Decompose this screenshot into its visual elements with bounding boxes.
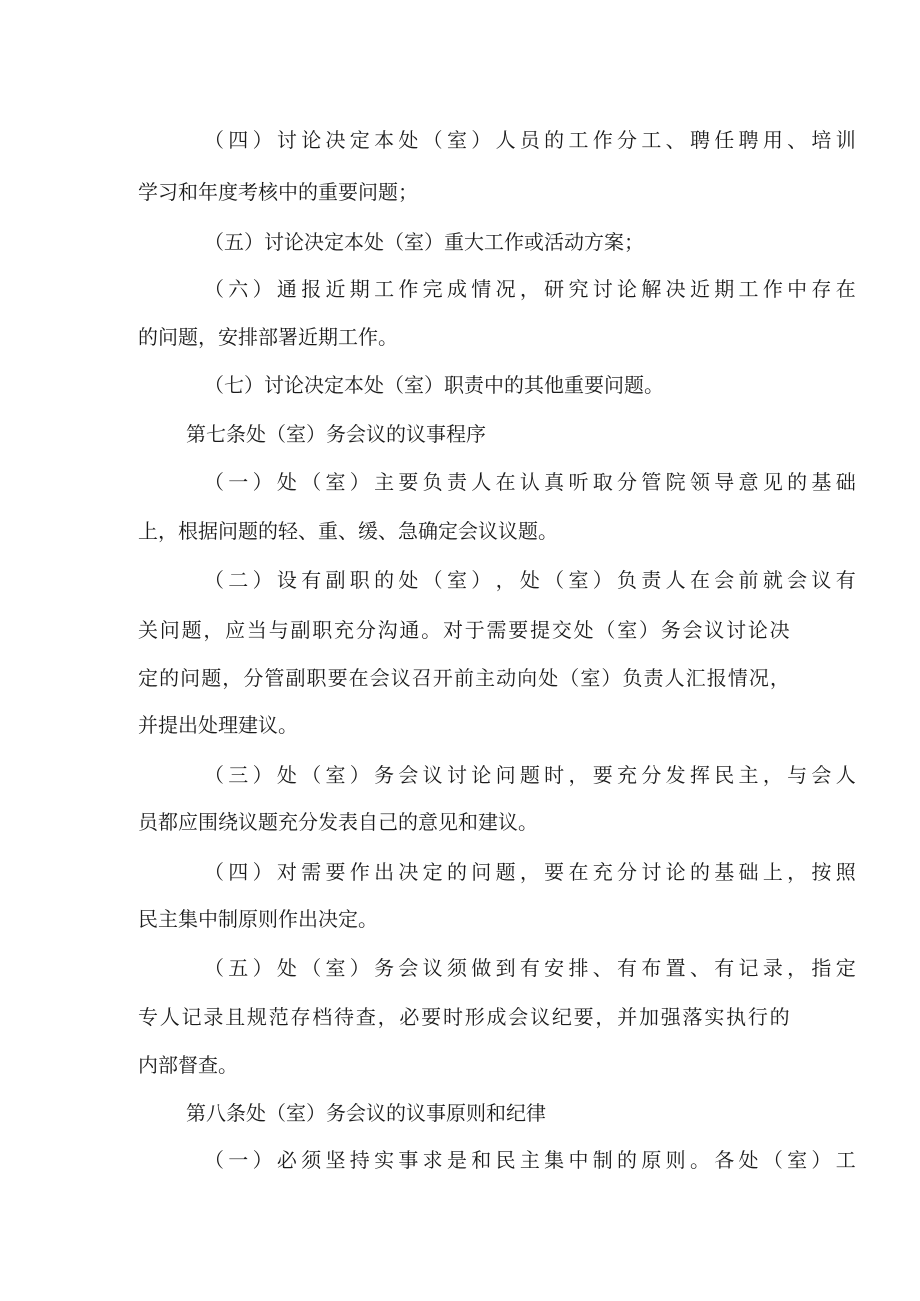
text-line: （ 四 ） 讨 论 决 定 本 处 （ 室 ） 人 员 的 工 作 分 工 、 聘 任 聘 用 、 培 训 — [204, 128, 856, 152]
text-line: （五）讨论决定本处（室）重大工作或活动方案； — [204, 230, 644, 254]
text-line: （ 五 ） 处 （ 室 ） 务 会 议 须 做 到 有 安 排 、 有 布 置 、 有 记 录 ， 指 定 — [204, 956, 856, 980]
text-line: 专 人 记 录 且 规 范 存 档 待 查 ， 必 要 时 形 成 会 议 纪 要 ， 并 加 强 落 实 执 行 的 — [138, 1005, 790, 1029]
text-line: 内部督查。 — [138, 1053, 238, 1077]
text-line: （ 一 ） 必 须 坚 持 实 事 求 是 和 民 主 集 中 制 的 原 则 。 各 处 （ 室 ） 工 — [204, 1148, 856, 1172]
section-heading: 第七条处（室）务会议的议事程序 — [186, 422, 486, 446]
text-line: 的问题，安排部署近期工作。 — [138, 325, 398, 349]
text-line: 上，根据问题的轻、重、缓、急确定会议议题。 — [138, 519, 558, 543]
text-line: （七）讨论决定本处（室）职责中的其他重要问题。 — [204, 373, 664, 397]
text-line: （ 四 ） 对 需 要 作 出 决 定 的 问 题 ， 要 在 充 分 讨 论 的 基 础 上 ， 按 照 — [204, 860, 856, 884]
text-line: 关 问 题 ， 应 当 与 副 职 充 分 沟 通 。 对 于 需 要 提 交 处 （ 室 ） 务 会 议 讨 论 决 — [138, 618, 790, 642]
text-line: 定 的 问 题 ， 分 管 副 职 要 在 会 议 召 开 前 主 动 向 处 （ 室 ） 负 责 人 汇 报 情 况 ， — [138, 666, 790, 690]
text-line: （ 一 ） 处 （ 室 ） 主 要 负 责 人 在 认 真 听 取 分 管 院 领 导 意 见 的 基 础 — [204, 470, 856, 494]
text-line: 民主集中制原则作出决定。 — [138, 907, 378, 931]
text-line: （ 三 ） 处 （ 室 ） 务 会 议 讨 论 问 题 时 ， 要 充 分 发 挥 民 主 ， 与 会 人 — [204, 763, 856, 787]
text-line: （ 六 ） 通 报 近 期 工 作 完 成 情 况 ， 研 究 讨 论 解 决 近 期 工 作 中 存 在 — [204, 277, 856, 301]
text-line: 员都应围绕议题充分发表自己的意见和建议。 — [138, 810, 538, 834]
text-line: 并提出处理建议。 — [138, 713, 298, 737]
text-line: 学习和年度考核中的重要问题； — [138, 180, 418, 204]
text-line: （ 二 ） 设 有 副 职 的 处 （ 室 ） ， 处 （ 室 ） 负 责 人 在 会 前 就 会 议 有 — [204, 568, 856, 592]
section-heading: 第八条处（室）务会议的议事原则和纪律 — [186, 1101, 546, 1125]
